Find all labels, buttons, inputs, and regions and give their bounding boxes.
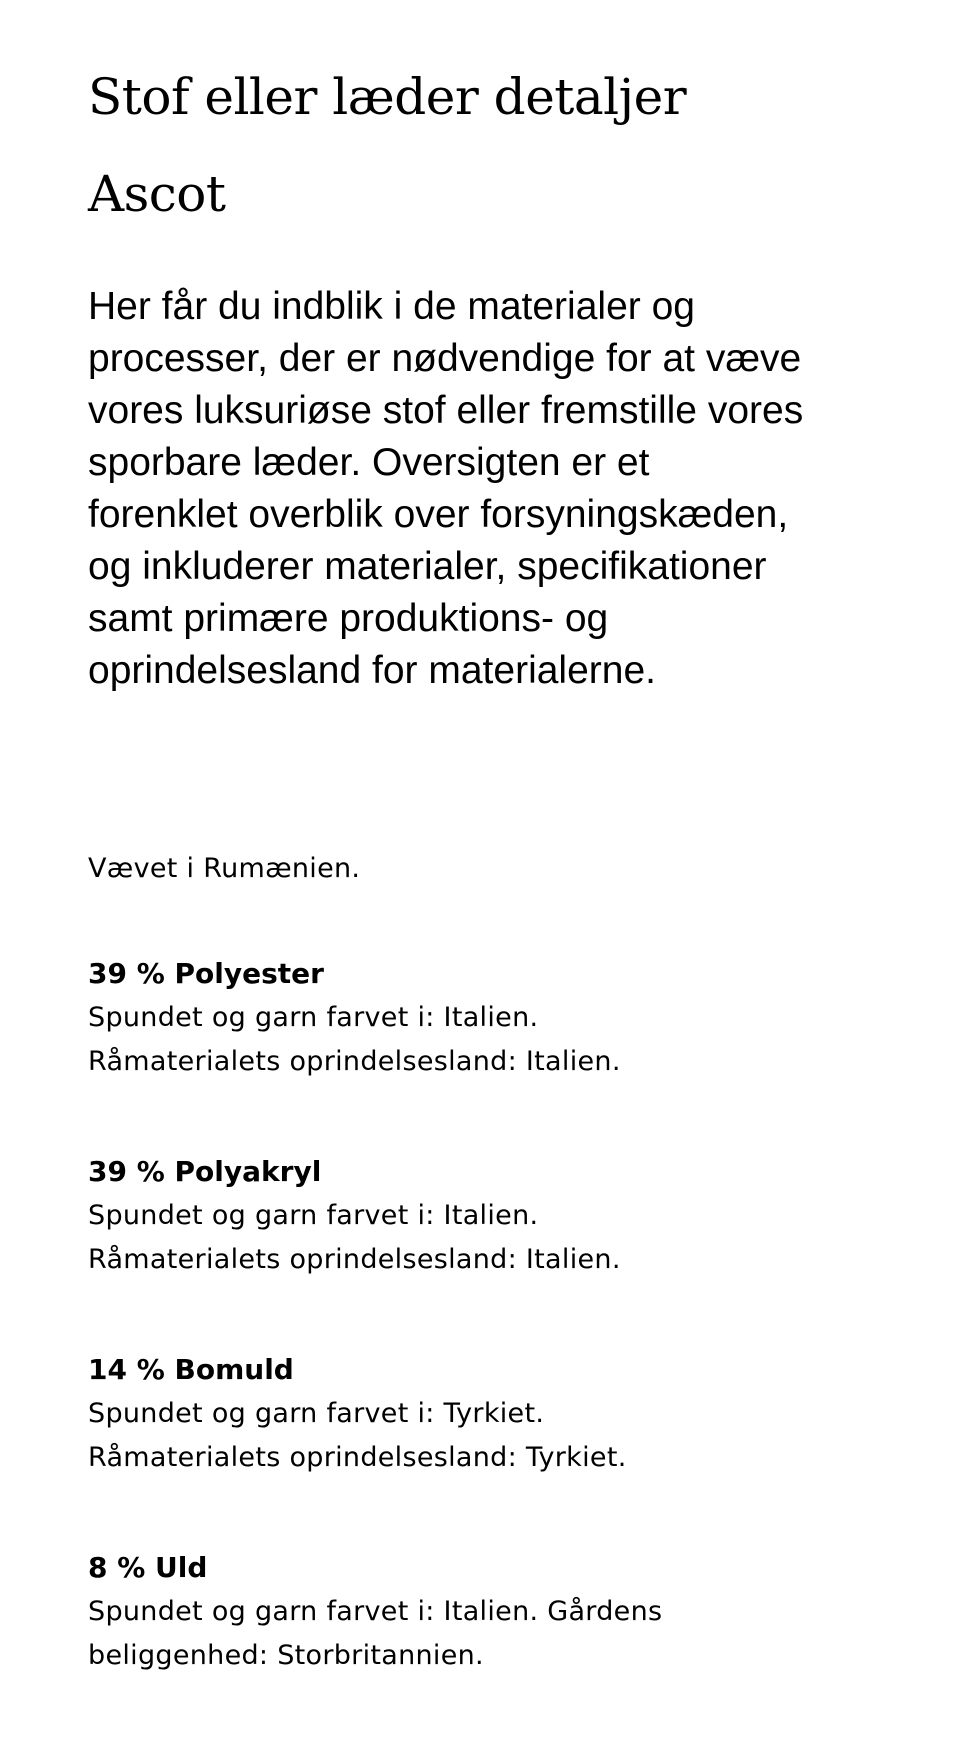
- material-item-polyester: [88, 952, 848, 1084]
- product-name: Ascot: [88, 165, 226, 223]
- material-title: 8 % Uld: [88, 1551, 208, 1584]
- section-title: Stof eller læder detaljer: [88, 68, 687, 126]
- material-title: 39 % Polyester: [88, 957, 324, 990]
- material-item-bomuld: [88, 1348, 848, 1480]
- woven-in-note: Vævet i Rumænien.: [88, 853, 361, 884]
- material-spun-dyed: Spundet og garn farvet i: Italien.: [88, 1200, 539, 1231]
- material-raw-origin: Råmaterialets oprindelsesland: Italien.: [88, 1046, 621, 1077]
- material-item-uld: [88, 1546, 848, 1678]
- material-raw-origin: Råmaterialets oprindelsesland: Italien.: [88, 1244, 621, 1275]
- material-spun-dyed-farm: Spundet og garn farvet i: Italien. Gårdens beliggenhed: Storbritannien.: [88, 1596, 663, 1671]
- intro-text: Her får du indblik i de materialer og processer, der er nødvendige for at væve vores luksuriøse stof eller fremstille vores sporbare læder. Oversigten er et forenklet overblik over forsyningskæden, og inkluderer materialer, specifikationer samt primære produktions- og oprindelsesland for materialerne.: [88, 285, 804, 692]
- material-spun-dyed: Spundet og garn farvet i: Italien.: [88, 1002, 539, 1033]
- material-title: 39 % Polyakryl: [88, 1155, 322, 1188]
- material-raw-origin: Råmaterialets oprindelsesland: Tyrkiet.: [88, 1442, 627, 1473]
- material-spun-dyed: Spundet og garn farvet i: Tyrkiet.: [88, 1398, 545, 1429]
- material-title: 14 % Bomuld: [88, 1353, 294, 1386]
- material-item-polyakryl: [88, 1150, 848, 1282]
